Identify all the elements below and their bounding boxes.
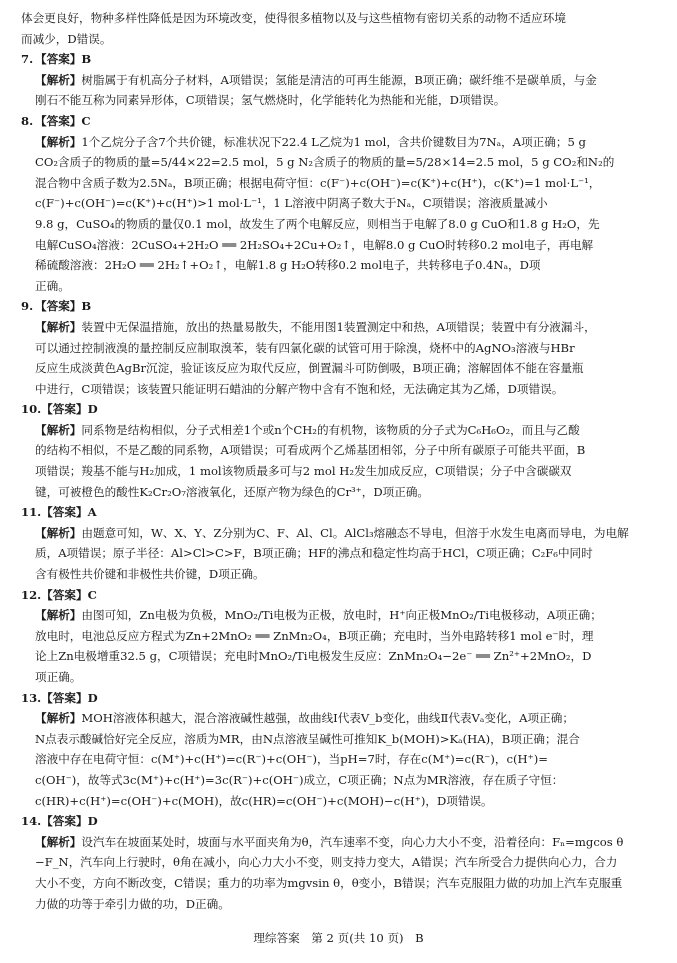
- analysis-tag: 【解析】: [35, 422, 82, 437]
- analysis-text: 混合物中含质子数为2.5Nₐ，B项正确；根据电荷守恒：c(F⁻)+c(OH⁻)=c(K⁺)+c(H⁺)，c(K⁺)=1 mol·L⁻¹，: [35, 175, 601, 190]
- analysis-text: 装置中无保温措施，放出的热量易散失，不能用图1装置测定中和热，A项错误；装置中有分液漏斗，: [81, 319, 596, 334]
- analysis-text: 电解CuSO₄溶液：2CuSO₄+2H₂O ══ 2H₂SO₄+2Cu+O₂↑，电解8.0 g CuO时转移0.2 mol电子，再电解: [35, 237, 594, 252]
- answer-value: D: [87, 402, 98, 417]
- analysis-line: [21, 708, 661, 729]
- question-block: [21, 296, 661, 399]
- analysis-line: [21, 379, 661, 400]
- analysis-text: c(F⁻)+c(OH⁻)=c(K⁺)+c(H⁺)>1 mol·L⁻¹，1 L溶液中阴离子数大于Nₐ，C项错误；溶液质量减小: [35, 196, 548, 211]
- analysis-text: 键，可被橙色的酸性K₂Cr₂O₇溶液氧化，还原产物为绿色的Cr³⁺，D项正确。: [35, 484, 430, 499]
- page-footer: 理综答案 第 2 页(共 10 页) B: [253, 931, 424, 945]
- analysis-text: 1个乙烷分子含7个共价键，标准状况下22.4 L乙烷为1 mol，含共价键数目为7Nₐ，A项正确；5 g: [81, 134, 586, 149]
- analysis-line: [21, 214, 661, 235]
- analysis-line: [21, 420, 661, 441]
- question-block: [21, 399, 661, 502]
- question-block: [21, 688, 661, 812]
- answer-line: [21, 811, 661, 832]
- top-fragment: [21, 8, 661, 49]
- question-number: 14.: [21, 814, 42, 829]
- answer-line: [21, 296, 661, 317]
- analysis-text: c(HR)+c(H⁺)=c(OH⁻)+c(MOH)，故c(HR)=c(OH⁻)+c(MOH)−c(H⁺)，D项错误。: [35, 793, 493, 808]
- analysis-text: 溶液中存在电荷守恒：c(M⁺)+c(H⁺)=c(R⁻)+c(OH⁻)，当pH=7时，存在c(M⁺)=c(R⁻)，c(H⁺)=: [35, 752, 548, 767]
- analysis-text: 树脂属于有机高分子材料，A项错误；氢能是清洁的可再生能源，B项正确；碳纤维不是碳单质，与金: [81, 72, 597, 87]
- answer-value: B: [81, 52, 92, 67]
- answer-line: [21, 399, 661, 420]
- answer-value: D: [87, 814, 98, 829]
- analysis-line: [21, 461, 661, 482]
- analysis-line: [21, 749, 661, 770]
- question-block: [21, 111, 661, 296]
- answer-line: [21, 111, 661, 132]
- question-number: 12.: [21, 587, 42, 602]
- analysis-text: 含有极性共价键和非极性共价键，D项正确。: [35, 567, 265, 582]
- analysis-text: 由题意可知，W、X、Y、Z分别为C、F、Al、Cl。AlCl₃熔融态不导电，但溶于水发生电离而导电，为电解: [81, 525, 629, 540]
- answer-tag: 【答案】: [35, 113, 82, 128]
- analysis-line: [21, 729, 661, 750]
- question-list: [21, 49, 661, 914]
- analysis-line: [21, 832, 661, 853]
- analysis-text: MOH溶液体积越大，混合溶液碱性越强，故曲线Ⅰ代表V_b变化，曲线Ⅱ代表Vₐ变化，A项正确；: [81, 711, 574, 726]
- analysis-line: [21, 791, 661, 812]
- analysis-text: 论上Zn电极增重32.5 g，C项错误；充电时MnO₂/Ti电极发生反应：ZnMn₂O₄−2e⁻ ══ Zn²⁺+2MnO₂，D: [35, 649, 592, 664]
- analysis-tag: 【解析】: [35, 319, 82, 334]
- analysis-line: [21, 894, 661, 915]
- question-block: [21, 811, 661, 914]
- analysis-line: [21, 90, 661, 111]
- answer-line: [21, 502, 661, 523]
- answer-document: [21, 8, 661, 914]
- question-block: [21, 502, 661, 584]
- analysis-text: 正确。: [35, 278, 70, 293]
- question-block: [21, 585, 661, 688]
- analysis-text: 设汽车在坡面某处时，坡面与水平面夹角为θ，汽车速率不变，向心力大小不变，沿着径向：Fₙ=mgcos θ: [81, 834, 624, 849]
- analysis-text: 项错误；羧基不能与H₂加成，1 mol该物质最多可与2 mol H₂发生加成反应，C项错误；分子中含碳碳双: [35, 464, 572, 479]
- answer-tag: 【答案】: [35, 52, 82, 67]
- analysis-line: [21, 605, 661, 626]
- analysis-line: [21, 523, 661, 544]
- question-number: 8.: [21, 113, 34, 128]
- analysis-line: [21, 358, 661, 379]
- answer-line: [21, 585, 661, 606]
- analysis-line: [21, 564, 661, 585]
- analysis-line: [21, 440, 661, 461]
- analysis-text: 刚石不能互称为同素异形体，C项错误；氢气燃烧时，化学能转化为热能和光能，D项错误。: [35, 93, 506, 108]
- analysis-line: [21, 667, 661, 688]
- answer-tag: 【答案】: [35, 299, 82, 314]
- analysis-text: N点表示酸碱恰好完全反应，溶质为MR，由N点溶液呈碱性可推知K_b(MOH)>Kₐ(HA)，B项正确；混合: [35, 731, 580, 746]
- analysis-text: 由图可知，Zn电极为负极，MnO₂/Ti电极为正极，放电时，H⁺向正极MnO₂/Ti电极移动，A项正确；: [81, 608, 602, 623]
- analysis-line: [21, 482, 661, 503]
- analysis-text: 同系物是结构相似，分子式相差1个或n个CH₂的有机物，该物质的分子式为C₆H₆O₂，而且与乙酸: [81, 422, 580, 437]
- answer-tag: 【答案】: [41, 505, 88, 520]
- analysis-tag: 【解析】: [35, 72, 82, 87]
- analysis-line: [21, 646, 661, 667]
- analysis-text: 项正确。: [35, 670, 82, 684]
- answer-tag: 【答案】: [41, 814, 88, 829]
- analysis-line: [21, 235, 661, 256]
- analysis-text: 稀硫酸溶液：2H₂O ══ 2H₂↑+O₂↑，电解1.8 g H₂O转移0.2 mol电子，共转移电子0.4Nₐ，D项: [35, 258, 541, 273]
- analysis-tag: 【解析】: [35, 834, 82, 849]
- analysis-line: [21, 173, 661, 194]
- analysis-line: [21, 873, 661, 894]
- analysis-line: [21, 543, 661, 564]
- answer-line: [21, 688, 661, 709]
- analysis-line: [21, 626, 661, 647]
- text-line: 体会更良好，物种多样性降低是因为环境改变，使得很多植物以及与这些植物有密切关系的动物不适应环境: [21, 11, 566, 25]
- analysis-text: 9.8 g，CuSO₄的物质的量仅0.1 mol，故发生了两个电解反应，则相当于电解了8.0 g CuO和1.8 g H₂O，先: [35, 216, 600, 231]
- answer-tag: 【答案】: [41, 587, 88, 602]
- answer-value: B: [81, 299, 92, 314]
- answer-tag: 【答案】: [41, 690, 88, 705]
- analysis-text: 大小不变，方向不断改变，C错误；重力的功率为mgvsin θ，θ变小，B错误；汽车克服阻力做的功加上汽车克服重: [35, 875, 623, 890]
- analysis-tag: 【解析】: [35, 134, 82, 149]
- analysis-text: −F_N，汽车向上行驶时，θ角在减小，向心力大小不变，则支持力变大，A错误；汽车所受合力提供向心力，合力: [35, 855, 618, 870]
- analysis-line: [21, 255, 661, 276]
- analysis-tag: 【解析】: [35, 608, 82, 623]
- question-number: 10.: [21, 402, 42, 417]
- analysis-tag: 【解析】: [35, 711, 82, 726]
- analysis-line: [21, 70, 661, 91]
- answer-line: [21, 49, 661, 70]
- analysis-line: [21, 770, 661, 791]
- analysis-tag: 【解析】: [35, 525, 82, 540]
- analysis-text: 可以通过控制液溴的量控制反应制取溴苯，装有四氯化碳的试管可用于除溴，烧杯中的AgNO₃溶液与HBr: [35, 340, 575, 355]
- analysis-text: 的结构不相似，不是乙酸的同系物，A项错误；可看成两个乙烯基团相邻，分子中所有碳原子可能共平面，B: [35, 443, 586, 458]
- answer-value: A: [87, 505, 97, 520]
- analysis-text: 放电时，电池总反应方程式为Zn+2MnO₂ ══ ZnMn₂O₄，B项正确；充电时，当外电路转移1 mol e⁻时，理: [35, 628, 594, 643]
- analysis-text: CO₂含质子的物质的量=5/44×22=2.5 mol，5 g N₂含质子的物质的量=5/28×14=2.5 mol，5 g CO₂和N₂的: [35, 155, 615, 170]
- question-number: 9.: [21, 299, 34, 314]
- question-number: 13.: [21, 690, 42, 705]
- answer-value: C: [87, 587, 97, 602]
- analysis-text: 质，A项错误；原子半径：Al>Cl>C>F，B项正确；HF的沸点和稳定性均高于HCl，C项正确；C₂F₆中同时: [35, 546, 593, 561]
- analysis-line: [21, 276, 661, 297]
- question-number: 11.: [21, 505, 42, 520]
- analysis-text: 中进行，C项错误；该装置只能证明石蜡油的分解产物中含有不饱和烃，无法确定其为乙烯，D项错误。: [35, 381, 564, 396]
- analysis-line: [21, 338, 661, 359]
- question-block: [21, 49, 661, 111]
- analysis-text: c(OH⁻)，故等式3c(M⁺)+c(H⁺)=3c(R⁻)+c(OH⁻)成立，C项正确；N点为MR溶液，存在质子守恒：: [35, 772, 564, 787]
- question-number: 7.: [21, 52, 34, 67]
- answer-tag: 【答案】: [41, 402, 88, 417]
- analysis-line: [21, 193, 661, 214]
- answer-value: C: [81, 113, 91, 128]
- analysis-line: [21, 132, 661, 153]
- analysis-line: [21, 852, 661, 873]
- text-line: 而减少，D错误。: [21, 31, 112, 46]
- analysis-line: [21, 317, 661, 338]
- answer-value: D: [87, 690, 98, 705]
- analysis-text: 反应生成淡黄色AgBr沉淀，验证该反应为取代反应，倒置漏斗可防倒吸，B项正确；溶解固体不能在容量瓶: [35, 361, 584, 376]
- analysis-text: 力做的功等于牵引力做的功，D正确。: [35, 896, 230, 911]
- analysis-line: [21, 152, 661, 173]
